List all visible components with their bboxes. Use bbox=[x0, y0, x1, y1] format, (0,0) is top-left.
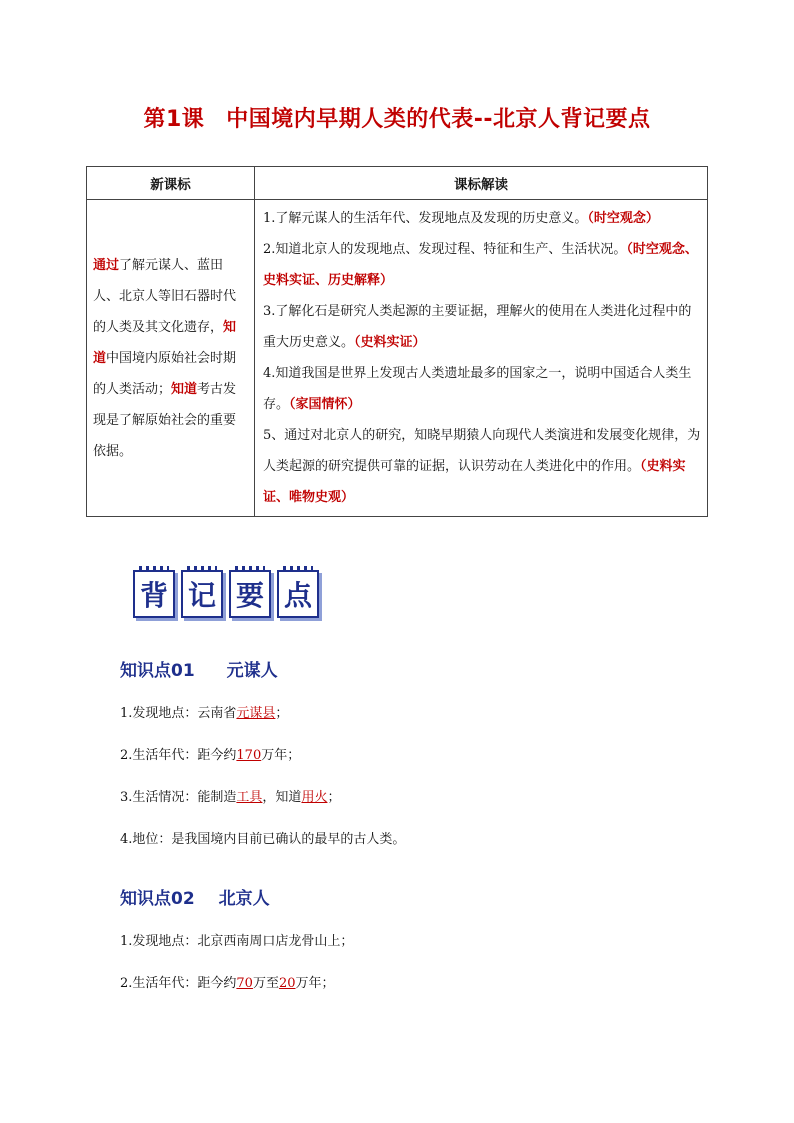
answer-blank: 元谋县 bbox=[236, 706, 276, 721]
table-header-row bbox=[87, 167, 708, 200]
page-title bbox=[0, 102, 794, 133]
kp-line: 2.生活年代：距今约170万年； bbox=[120, 748, 301, 763]
kp-name: 北京人 bbox=[218, 889, 270, 909]
standard-text: 中国境内原始社会时期的人类活动； bbox=[93, 350, 237, 397]
header-interpretation: 课标解读 bbox=[255, 167, 708, 200]
badge-char: 记 bbox=[181, 570, 223, 618]
interpretation-item: 3.了解化石是研究人类起源的主要证据，理解火的使用在人类进化过程中的重大历史意义。（史料实证） bbox=[263, 304, 692, 350]
table-row bbox=[87, 200, 708, 517]
kp-number: 知识点01 bbox=[120, 661, 195, 681]
lesson-number: 第1课 bbox=[143, 107, 205, 132]
competency-tag: （时空观念） bbox=[587, 211, 659, 226]
standard-text: 考古发现是了解原始社会的重要依据。 bbox=[93, 381, 237, 459]
knowledge-point-heading bbox=[120, 656, 278, 681]
kp-line: 1.发现地点：北京西南周口店龙骨山上； bbox=[120, 934, 354, 949]
header-new-standard: 新课标 bbox=[87, 167, 255, 200]
interpretation-item: 2.知道北京人的发现地点、发现过程、特征和生产、生活状况。（时空观念、史料实证、历史解释） bbox=[263, 242, 698, 288]
keyword: 知道 bbox=[171, 381, 198, 397]
keyword: 通过 bbox=[93, 257, 120, 273]
knowledge-point-heading bbox=[120, 884, 270, 909]
competency-tag: （史料实证、唯物史观） bbox=[263, 459, 686, 505]
interpretation-item: 4.知道我国是世界上发现古人类遗址最多的国家之一，说明中国适合人类生存。（家国情怀） bbox=[263, 366, 692, 412]
standard-cell bbox=[87, 200, 255, 517]
interpretation-item: 1.了解元谋人的生活年代、发现地点及发现的历史意义。（时空观念） bbox=[263, 211, 659, 226]
competency-tag: （家国情怀） bbox=[289, 397, 361, 412]
interpretation-item: 5、通过对北京人的研究，知晓早期猿人向现代人类演进和发展变化规律，为人类起源的研究提供可靠的证据，认识劳动在人类进化中的作用。（史料实证、唯物史观） bbox=[263, 428, 701, 505]
answer-blank: 170 bbox=[236, 748, 262, 763]
answer-blank: 用火 bbox=[301, 790, 328, 805]
lesson-title: 中国境内早期人类的代表--北京人背记要点 bbox=[226, 107, 651, 132]
competency-tag: （时空观念、史料实证、历史解释） bbox=[263, 242, 698, 288]
kp-line: 2.生活年代：距今约70万至20万年； bbox=[120, 976, 335, 991]
kp-name: 元谋人 bbox=[226, 661, 278, 681]
kp-line: 1.发现地点：云南省元谋县； bbox=[120, 706, 289, 721]
competency-tag: （史料实证） bbox=[354, 335, 426, 350]
kp-number: 知识点02 bbox=[120, 889, 195, 909]
badge-char: 背 bbox=[133, 570, 175, 618]
curriculum-table bbox=[86, 166, 708, 517]
kp-line: 3.生活情况：能制造工具，知道用火； bbox=[120, 790, 341, 805]
standard-text: 了解元谋人、蓝田人、北京人等旧石器时代的人类及其文化遗存， bbox=[93, 257, 237, 335]
badge-char: 点 bbox=[277, 570, 319, 618]
badge-char: 要 bbox=[229, 570, 271, 618]
answer-blank: 70 bbox=[236, 976, 253, 991]
memorize-points-badge bbox=[133, 570, 319, 618]
kp-line: 4.地位：是我国境内目前已确认的最早的古人类。 bbox=[120, 832, 406, 847]
interpretation-cell bbox=[255, 200, 708, 517]
answer-blank: 工具 bbox=[236, 790, 263, 805]
keyword: 知道 bbox=[93, 319, 237, 366]
answer-blank: 20 bbox=[278, 976, 296, 991]
